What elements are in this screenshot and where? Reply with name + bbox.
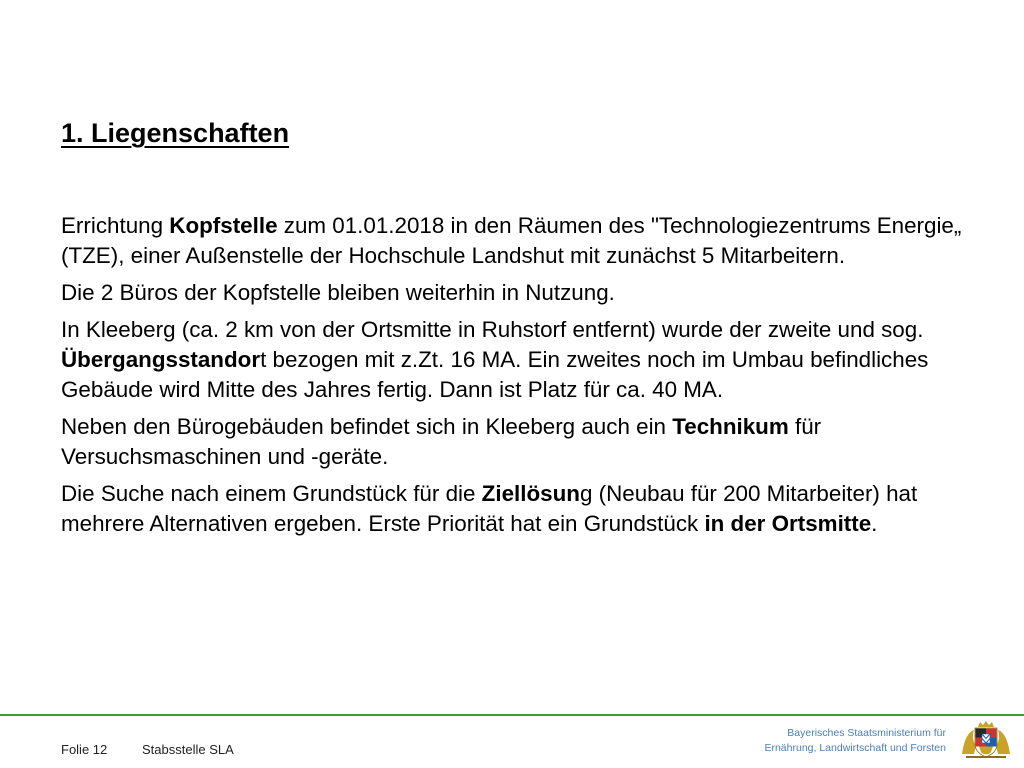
slide-title: 1. Liegenschaften [61,118,290,148]
text-run: zum 01.01.2018 in den Räumen des "Technologiezentrums Energie„ (TZE), einer Außenstelle der Hochschule Landshut mit zunächst 5 Mitarbeitern. [61,213,962,268]
bold-text-run: Übergangsstandor [61,347,261,372]
text-run: Errichtung [61,213,170,238]
ministry-name [764,726,946,756]
bold-text-run: Ziellösun [481,481,580,506]
text-run: Die 2 Büros der Kopfstelle bleiben weiterhin in Nutzung. [61,280,615,305]
ministry-line-1: Bayerisches Staatsministerium für [787,727,946,739]
footer-divider [0,714,1024,716]
bold-text-run: Technikum [672,414,789,439]
text-run: In Kleeberg (ca. 2 km von der Ortsmitte in Ruhstorf entfernt) wurde der zweite und sog. [61,317,924,342]
text-run: . [871,511,878,536]
paragraph-kleeberg [61,315,971,405]
slide-body [61,211,971,546]
slide-number: Folie 12 [61,742,108,757]
paragraph-kopfstelle [61,211,971,271]
text-run: Neben den Bürogebäuden befindet sich in Kleeberg auch ein [61,414,673,439]
footer-unit: Stabsstelle SLA [142,742,234,757]
paragraph-bueros [61,278,971,308]
ministry-line-2: Ernährung, Landwirtschaft und Forsten [764,742,946,754]
text-run: t bezogen mit z.Zt. 16 MA. Ein zweites noch im Umbau befindliches Gebäude wird Mitte des Jahres fertig. Dann ist Platz für ca. 40 MA. [61,347,929,402]
paragraph-ziellosung [61,479,971,539]
text-run: g (Neubau für 200 Mitarbeiter) hat mehrere Alternativen ergeben. Erste Priorität hat ein Grundstück [61,481,918,536]
bavarian-coat-of-arms-icon [960,720,1012,760]
bold-text-run: in der Ortsmitte [704,511,872,536]
text-run: Die Suche nach einem Grundstück für die [61,481,482,506]
text-run: für Versuchsmaschinen und -geräte. [61,414,822,469]
bold-text-run: Kopfstelle [169,213,278,238]
paragraph-technikum [61,412,971,472]
